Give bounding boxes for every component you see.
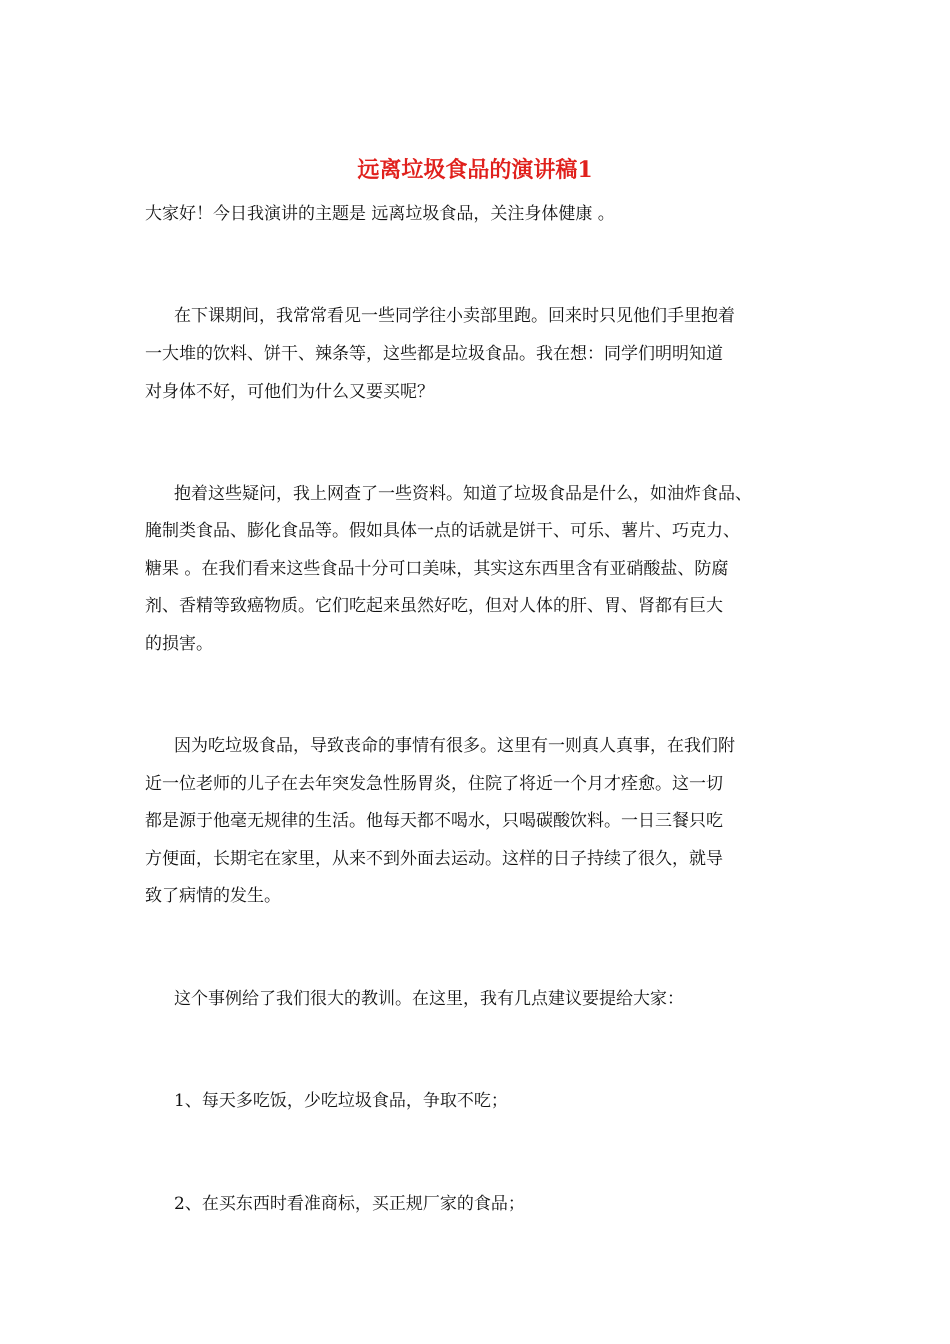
- paragraph-1-line-1: 在下课期间，我常常看见一些同学往小卖部里跑。回来时只见他们手里抱着: [174, 306, 735, 326]
- paragraph-4-line-1: 这个事例给了我们很大的教训。在这里，我有几点建议要提给大家：: [174, 989, 684, 1009]
- paragraph-3-line-3: 都是源于他毫无规律的生活。他每天都不喝水，只喝碳酸饮料。一日三餐只吃: [145, 811, 723, 831]
- greeting-line: 大家好！今日我演讲的主题是 远离垃圾食品，关注身体健康 。: [145, 204, 615, 224]
- paragraph-1-line-3: 对身体不好，可他们为什么又要买呢？: [145, 382, 434, 402]
- paragraph-2-line-3: 糖果 。在我们看来这些食品十分可口美味，其实这东西里含有亚硝酸盐、防腐: [145, 559, 729, 579]
- suggestion-1-line: 1、每天多吃饭，少吃垃圾食品，争取不吃；: [174, 1091, 508, 1111]
- paragraph-3-line-5: 致了病情的发生。: [145, 886, 281, 906]
- paragraph-3-line-2: 近一位老师的儿子在去年突发急性肠胃炎，住院了将近一个月才痊愈。这一切: [145, 774, 723, 794]
- paragraph-3-line-4: 方便面，长期宅在家里，从来不到外面去运动。这样的日子持续了很久，就导: [145, 849, 723, 869]
- paragraph-2-line-2: 腌制类食品、膨化食品等。假如具体一点的话就是饼干、可乐、薯片、巧克力、: [145, 521, 740, 541]
- paragraph-2-line-1: 抱着这些疑问，我上网查了一些资料。知道了垃圾食品是什么，如油炸食品、: [174, 484, 752, 504]
- page-title: 远离垃圾食品的演讲稿1: [357, 157, 593, 183]
- paragraph-2-line-5: 的损害。: [145, 634, 213, 654]
- suggestion-2-line: 2、在买东西时看准商标，买正规厂家的食品；: [174, 1194, 525, 1214]
- paragraph-2-line-4: 剂、香精等致癌物质。它们吃起来虽然好吃，但对人体的肝、胃、肾都有巨大: [145, 596, 723, 616]
- paragraph-3-line-1: 因为吃垃圾食品，导致丧命的事情有很多。这里有一则真人真事，在我们附: [174, 736, 735, 756]
- paragraph-1-line-2: 一大堆的饮料、饼干、辣条等，这些都是垃圾食品。我在想：同学们明明知道: [145, 344, 723, 364]
